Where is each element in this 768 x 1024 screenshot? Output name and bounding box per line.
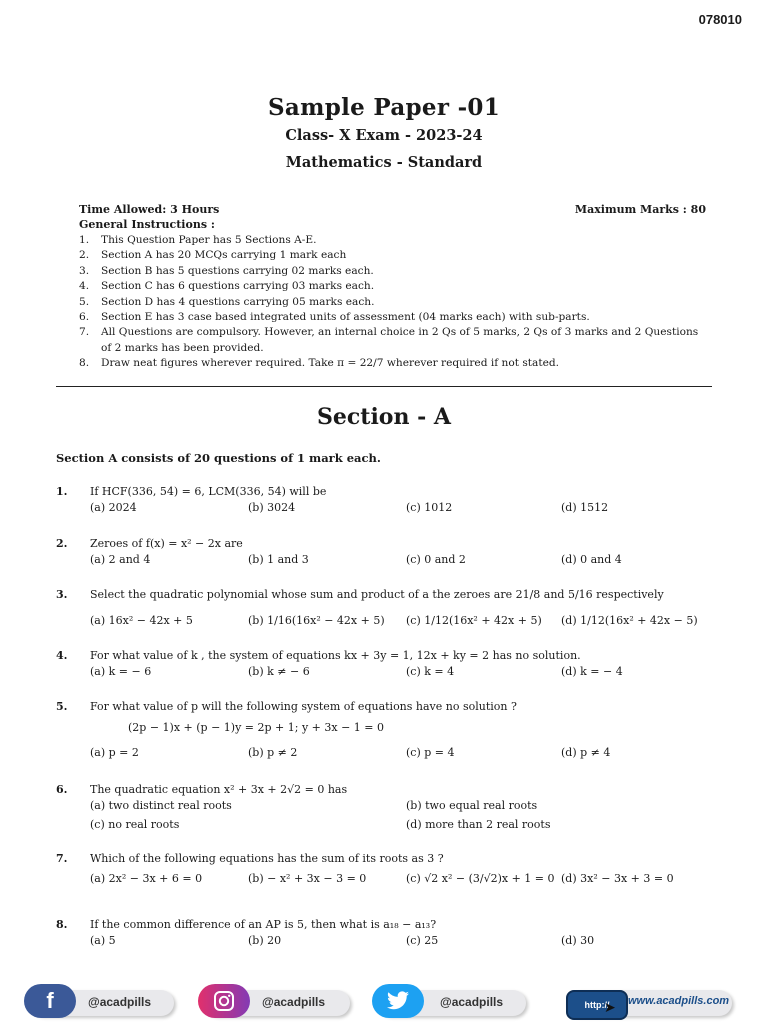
general-instructions-heading: General Instructions : (79, 218, 215, 231)
option-d: (d) 30 (561, 934, 595, 947)
option-c: (c) no real roots (90, 818, 180, 831)
instruction-item: 1. This Question Paper has 5 Sections A-E. (79, 234, 317, 246)
option-b: (b) p ≠ 2 (248, 746, 298, 759)
question-7 (56, 852, 716, 888)
instruction-item: 3. Section B has 5 questions carrying 02 marks each. (79, 264, 374, 277)
question-number: 3. (56, 588, 68, 601)
twitter-handle[interactable]: @acadpills (440, 995, 504, 1009)
option-c: (c) k = 4 (406, 665, 455, 678)
http-label: http:// (584, 1000, 610, 1010)
question-number: 4. (56, 649, 68, 662)
option-b: (b) 3024 (248, 501, 296, 514)
facebook-icon[interactable]: f (24, 984, 76, 1018)
option-d: (d) k = − 4 (561, 665, 623, 678)
option-d: (d) p ≠ 4 (561, 746, 611, 759)
instruction-item-continued: of 2 marks has been provided. (101, 341, 264, 354)
option-c: (c) 1012 (406, 501, 453, 514)
question-text: If HCF(336, 54) = 6, LCM(336, 54) will be (90, 485, 327, 498)
question-4 (56, 649, 716, 681)
instagram-icon[interactable] (198, 984, 250, 1018)
option-d: (d) 0 and 4 (561, 553, 622, 566)
class-line: Class- X Exam - 2023-24 (285, 127, 483, 144)
option-a: (a) 5 (90, 934, 116, 947)
option-d: (d) more than 2 real roots (406, 818, 551, 831)
max-marks: Maximum Marks : 80 (574, 203, 706, 216)
question-text: For what value of p will the following system of equations have no solution ? (90, 700, 517, 713)
website-link[interactable]: www.acadpills.com (628, 995, 730, 1007)
section-title: Section - A (317, 404, 451, 430)
option-c: (c) 1/12(16x² + 42x + 5) (406, 614, 542, 627)
question-number: 7. (56, 852, 68, 865)
question-8 (56, 918, 716, 950)
question-text: Which of the following equations has the sum of its roots as 3 ? (90, 852, 444, 865)
time-allowed: Time Allowed: 3 Hours (79, 203, 220, 216)
option-a: (a) 2x² − 3x + 6 = 0 (90, 872, 203, 885)
option-b: (b) 20 (248, 934, 282, 947)
instagram-handle[interactable]: @acadpills (262, 995, 326, 1009)
option-b: (b) 1/16(16x² − 42x + 5) (248, 614, 385, 627)
question-text: Select the quadratic polynomial whose sum and product of a the zeroes are 21/8 and 5/16 respectively (90, 588, 664, 601)
question-text: Zeroes of f(x) = x² − 2x are (90, 537, 243, 550)
section-description: Section A consists of 20 questions of 1 mark each. (56, 451, 381, 465)
option-d: (d) 1512 (561, 501, 609, 514)
question-number: 1. (56, 485, 68, 498)
instruction-item: 4. Section C has 6 questions carrying 03 marks each. (79, 280, 375, 293)
option-c: (c) √2 x² − (3/√2)x + 1 = 0 (406, 872, 555, 885)
instruction-item: 2. Section A has 20 MCQs carrying 1 mark each (79, 249, 347, 262)
option-b: (b) 1 and 3 (248, 553, 309, 566)
subject-line: Mathematics - Standard (285, 154, 483, 171)
option-a: (a) 2024 (90, 501, 137, 514)
question-text: The quadratic equation x² + 3x + 2√2 = 0 has (90, 783, 348, 796)
question-number: 5. (56, 700, 68, 713)
option-a: (a) two distinct real roots (90, 799, 232, 812)
social-footer (0, 982, 768, 1024)
option-a: (a) p = 2 (90, 746, 139, 759)
instruction-item: 7. All Questions are compulsory. However, an internal choice in 2 Qs of 5 marks, 2 Qs of 3 marks and 2 Questions (79, 326, 699, 339)
question-3 (56, 588, 716, 630)
option-b: (b) − x² + 3x − 3 = 0 (248, 872, 367, 885)
twitter-icon[interactable] (372, 984, 424, 1018)
web-icon[interactable] (566, 990, 628, 1020)
option-c: (c) 0 and 2 (406, 553, 466, 566)
divider (56, 386, 712, 387)
question-text: If the common difference of an AP is 5, then what is a₁₈ − a₁₃? (90, 918, 437, 931)
facebook-handle[interactable]: @acadpills (88, 995, 152, 1009)
question-number: 6. (56, 783, 68, 796)
instruction-item: 6. Section E has 3 case based integrated units of assessment (04 marks each) with sub-parts. (79, 311, 590, 324)
instruction-item: 8. Draw neat figures wherever required. Take π = 22/7 wherever required if not stated. (79, 357, 560, 370)
question-text: For what value of k , the system of equations kx + 3y = 1, 12x + ky = 2 has no solution. (90, 649, 581, 662)
option-b: (b) k ≠ − 6 (248, 665, 310, 678)
instruction-item: 5. Section D has 4 questions carrying 05 marks each. (79, 295, 375, 308)
paper-title: Sample Paper -01 (267, 94, 501, 121)
option-c: (c) p = 4 (406, 746, 455, 759)
cursor-icon: ➤ (604, 1000, 616, 1016)
option-d: (d) 1/12(16x² + 42x − 5) (561, 614, 698, 627)
question-5 (56, 700, 716, 762)
question-2 (56, 537, 716, 569)
option-a: (a) 2 and 4 (90, 553, 151, 566)
question-1 (56, 485, 716, 517)
question-number: 8. (56, 918, 68, 931)
question-number: 2. (56, 537, 68, 550)
instructions-list (79, 233, 719, 372)
question-6 (56, 783, 716, 834)
option-c: (c) 25 (406, 934, 439, 947)
paper-code: 078010 (698, 12, 742, 27)
option-a: (a) 16x² − 42x + 5 (90, 614, 193, 627)
option-a: (a) k = − 6 (90, 665, 152, 678)
question-equation: (2p − 1)x + (p − 1)y = 2p + 1; y + 3x − 1 = 0 (128, 721, 384, 734)
option-b: (b) two equal real roots (406, 799, 538, 812)
option-d: (d) 3x² − 3x + 3 = 0 (561, 872, 674, 885)
